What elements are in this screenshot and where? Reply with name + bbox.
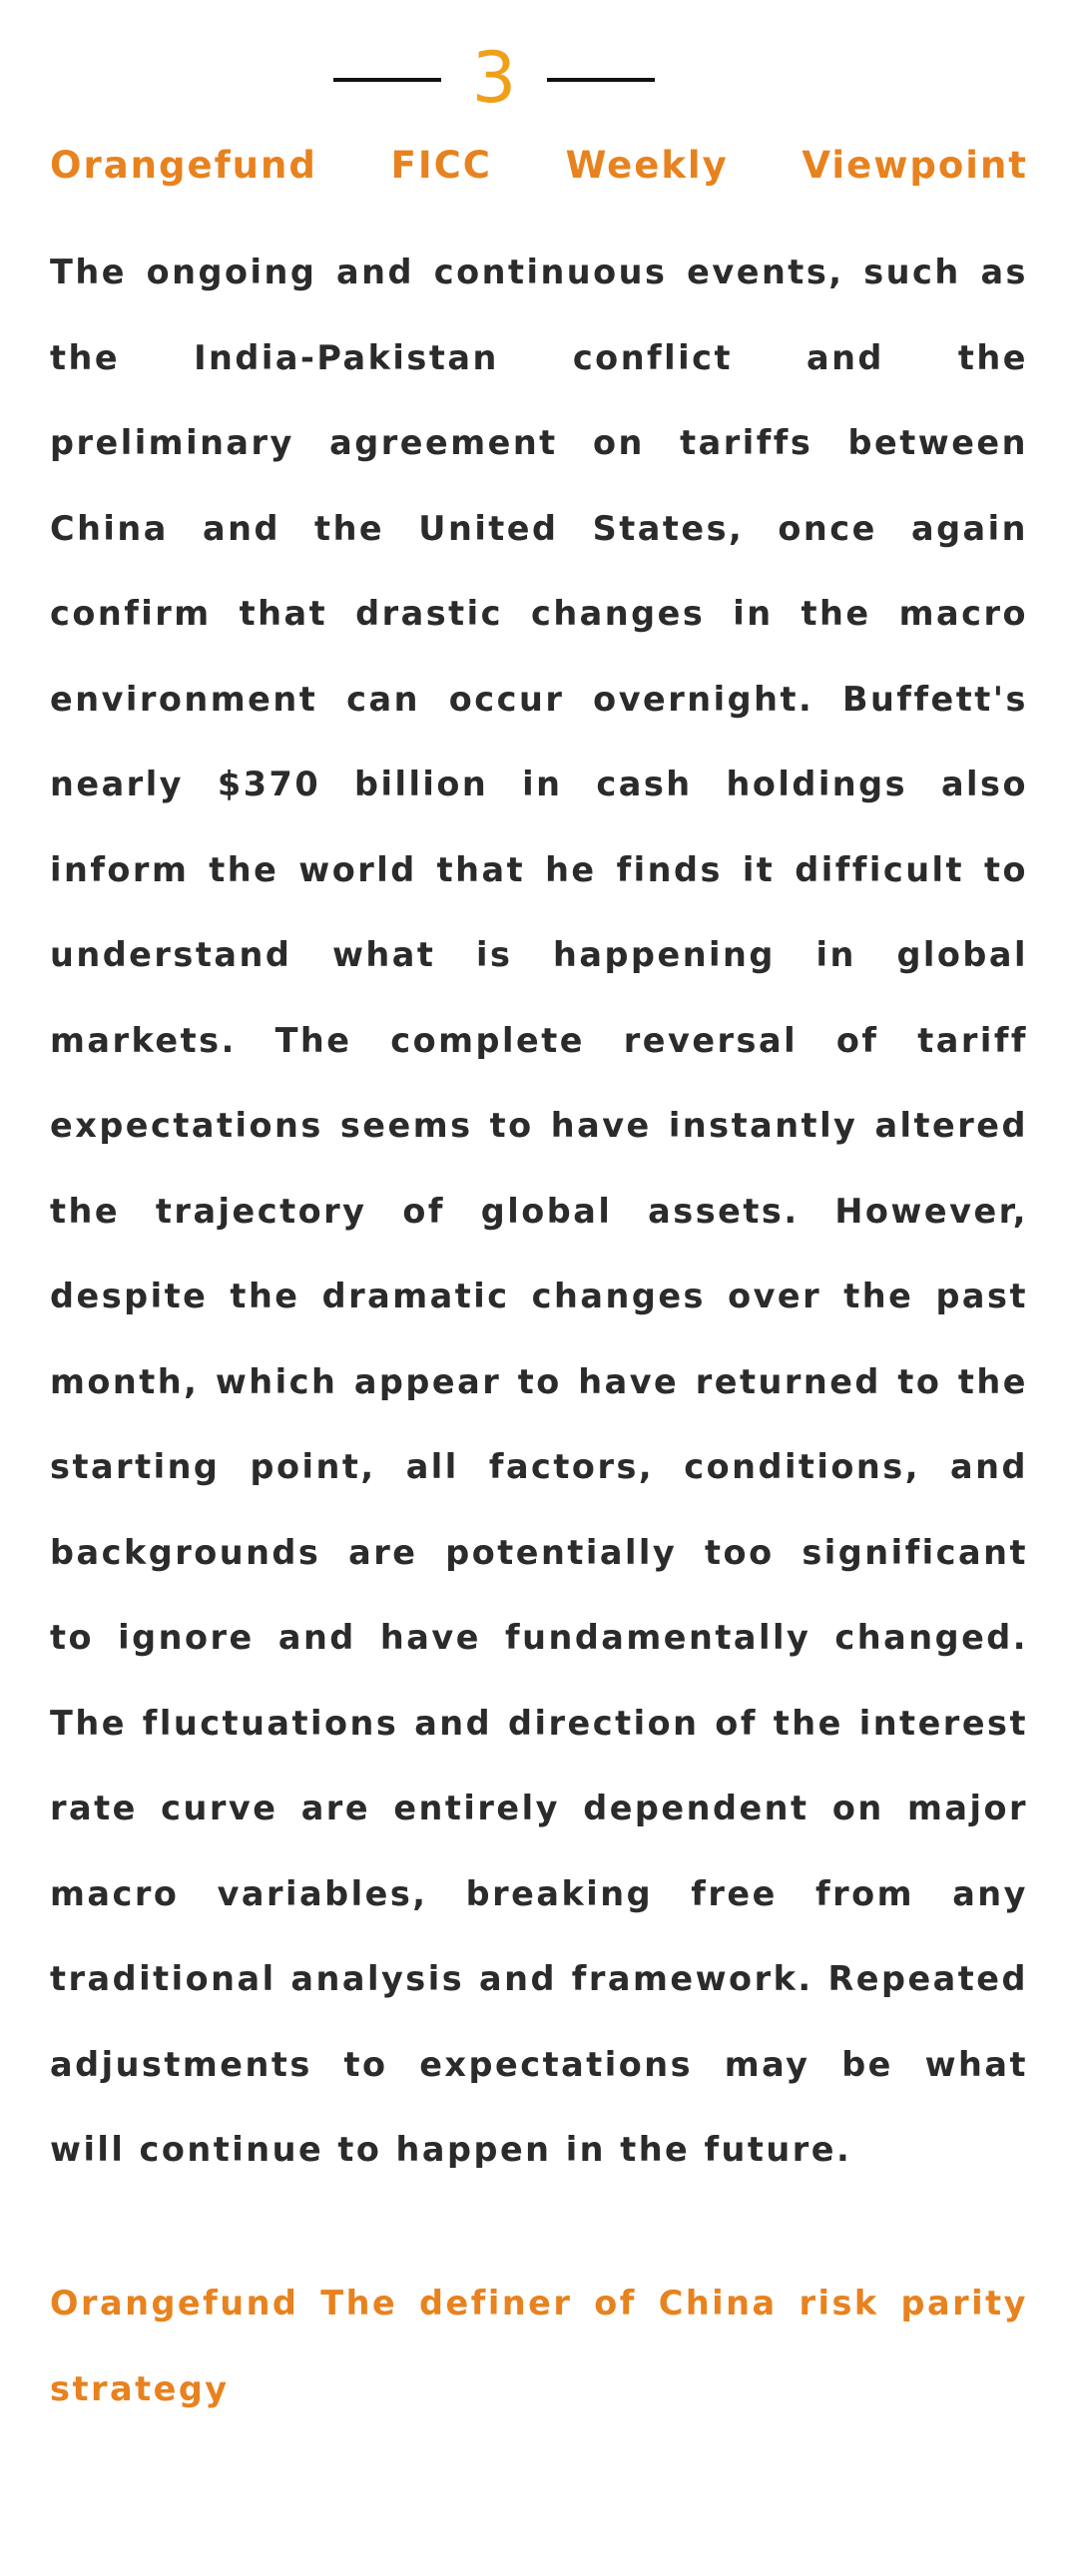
section-heading: Orangefund FICC Weekly Viewpoint <box>50 144 1028 187</box>
section-number-header <box>0 38 1078 118</box>
left-divider-rule <box>333 78 441 82</box>
section-number: 3 <box>471 37 517 119</box>
right-divider-rule <box>547 78 655 82</box>
brand-tagline: Orangefund The definer of China risk parity strategy <box>50 2284 1028 2408</box>
body-paragraph: The ongoing and continuous events, such as the India-Pakistan conflict and the preliminary agreement on tariffs between China and the United States, once again confirm that drastic changes in the macro environment can occur overnight. Buffett's nearly $370 billion in cash holdings also inform the world that he finds it difficult to understand what is happening in global markets. The complete reversal of tariff expectations seems to have instantly altered the trajectory of global assets. However, despite the dramatic changes over the past month, which appear to have returned to the starting point, all factors, conditions, and backgrounds are potentially too significant to ignore and have fundamentally changed. The fluctuations and direction of the interest rate curve are entirely dependent on major macro variables, breaking free from any traditional analysis and framework. Repeated adjustments to expectations may be what will continue to happen in the future. <box>50 253 1028 2169</box>
